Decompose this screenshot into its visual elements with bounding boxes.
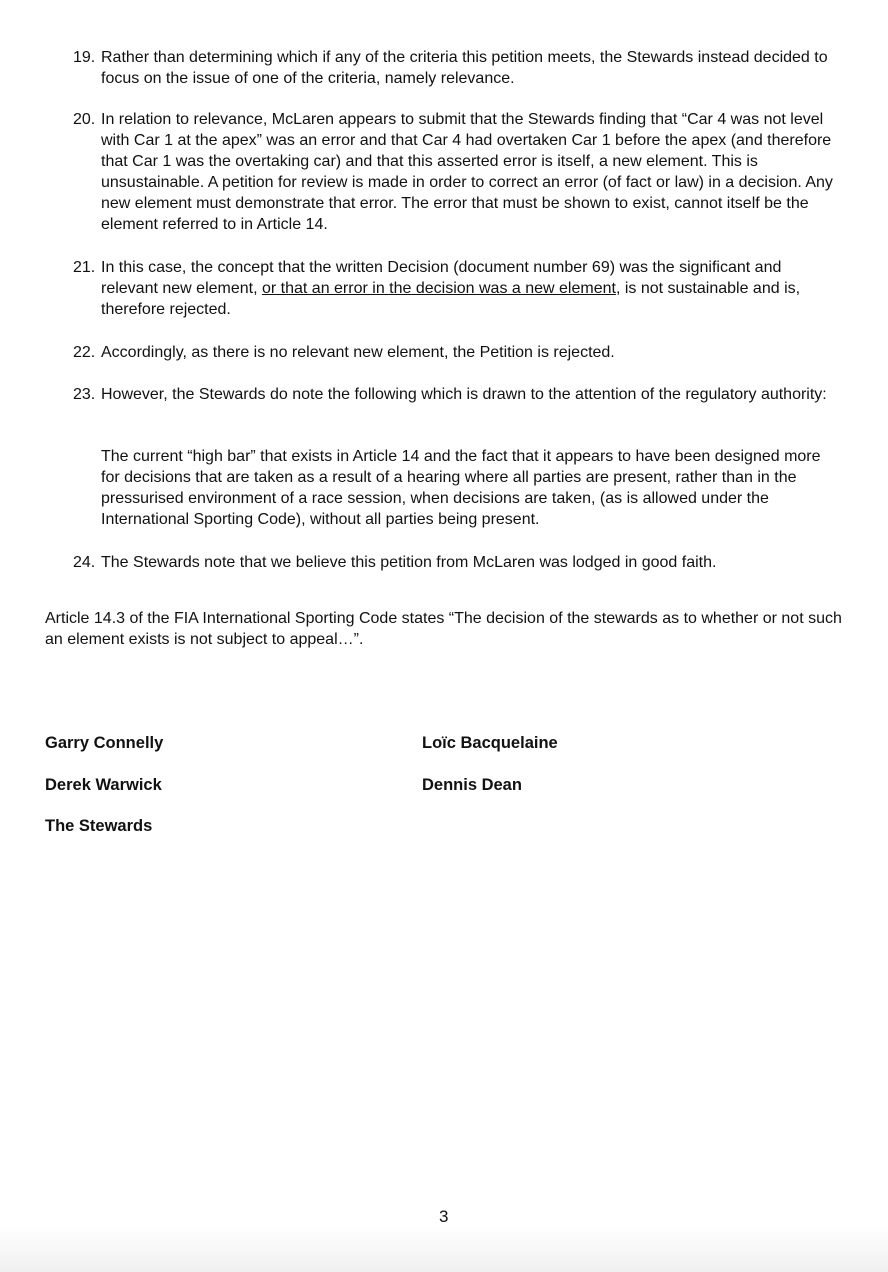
paragraph-21 bbox=[73, 257, 833, 320]
paragraph-19 bbox=[73, 47, 833, 89]
paragraph-22 bbox=[73, 342, 833, 363]
text-segment: , is not sustainable and is, therefore rejected. bbox=[101, 280, 801, 318]
paragraph-text: However, the Stewards do note the following which is drawn to the attention of the regulatory authority: bbox=[101, 386, 827, 403]
underlined-text: or that an error in the decision was a new element bbox=[261, 280, 616, 297]
paragraph-20 bbox=[73, 109, 833, 235]
signature-garry-connelly: Garry Connelly bbox=[45, 734, 164, 752]
paragraph-text: The Stewards note that we believe this petition from McLaren was lodged in good faith. bbox=[101, 554, 717, 571]
paragraph-number: 22. bbox=[73, 344, 96, 361]
paragraph-23-subtext: The current “high bar” that exists in Article 14 and the fact that it appears to have been designed more for decisions that are taken as a result of a hearing where all parties are present, rather than in the pressurised environment of a race session, when decisions are taken, (as is allowed under the International Sporting Code), without all parties being present. bbox=[101, 448, 821, 528]
signature-the-stewards: The Stewards bbox=[45, 817, 153, 835]
page-number: 3 bbox=[439, 1207, 449, 1226]
paragraph-text: In relation to relevance, McLaren appears to submit that the Stewards finding that “Car 4 was not level with Car 1 at the apex” was an error and that Car 4 had overtaken Car 1 before the apex (and therefore that Car 1 was the overtaking car) and that this asserted error is itself, a new element. This is unsustainable. A petition for review is made in order to correct an error (of fact or law) in a decision. Any new element must demonstrate that error. The error that must be shown to exist, cannot itself be the element referred to in Article 14. bbox=[101, 111, 833, 233]
paragraph-number: 24. bbox=[73, 554, 96, 571]
paragraph-24 bbox=[73, 552, 833, 573]
text-segment: In this case, the concept that the written Decision (document number 69) was the significant and relevant new element, bbox=[101, 259, 782, 297]
paragraph-number: 23. bbox=[73, 386, 96, 403]
paragraph-number: 19. bbox=[73, 49, 96, 66]
paragraph-number: 20. bbox=[73, 111, 96, 128]
paragraph-23 bbox=[73, 384, 833, 405]
paragraph-text bbox=[101, 257, 833, 320]
paragraph-text: Accordingly, as there is no relevant new element, the Petition is rejected. bbox=[101, 344, 615, 361]
signature-loic-bacquelaine: Loïc Bacquelaine bbox=[422, 734, 558, 752]
article-note: Article 14.3 of the FIA International Sporting Code states “The decision of the stewards as to whether or not such an element exists is not subject to appeal…”. bbox=[45, 610, 842, 648]
paragraph-text: Rather than determining which if any of the criteria this petition meets, the Stewards instead decided to focus on the issue of one of the criteria, namely relevance. bbox=[101, 49, 828, 87]
signature-derek-warwick: Derek Warwick bbox=[45, 776, 162, 794]
paragraph-number: 21. bbox=[73, 259, 96, 276]
signature-dennis-dean: Dennis Dean bbox=[422, 776, 522, 794]
